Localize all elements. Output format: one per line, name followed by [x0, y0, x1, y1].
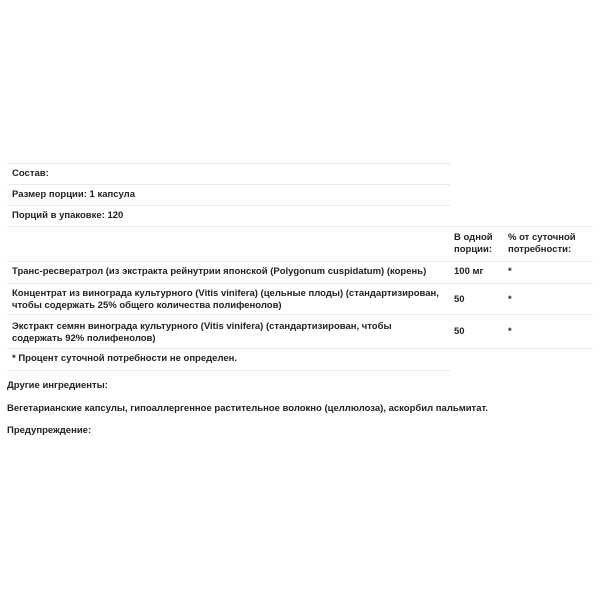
ingredient-amount: 50 — [454, 294, 465, 305]
divider — [7, 370, 450, 371]
divider — [7, 163, 450, 164]
divider — [7, 314, 593, 315]
ingredient-amount: 50 — [454, 326, 465, 337]
divider — [7, 348, 593, 349]
ingredient-name: Концентрат из винограда культурного (Vitis vinifera) (цельные плоды) (стандартизирован, чтобы содержать 25% общего количества полифенолов) — [12, 288, 439, 311]
serving-size: Размер порции: 1 капсула — [12, 189, 135, 200]
header-amount: В одной порции: — [454, 232, 493, 255]
divider — [7, 283, 593, 284]
servings-per-container: Порций в упаковке: 120 — [12, 210, 124, 221]
divider — [7, 184, 450, 185]
warning-heading: Предупреждение: — [7, 425, 92, 436]
divider — [7, 226, 593, 227]
ingredient-name: Экстракт семян винограда культурного (Vitis vinifera) (стандартизирован, чтобы содержать 92% полифенолов) — [12, 321, 392, 344]
other-ingredients-text: Вегетарианские капсулы, гипоаллергенное растительное волокно (целлюлоза), аскорбил пальмитат. — [7, 403, 488, 414]
table-footnote: * Процент суточной потребности не определен. — [12, 353, 238, 364]
other-ingredients-heading: Другие ингредиенты: — [7, 380, 108, 391]
ingredient-amount: 100 мг — [454, 266, 484, 277]
ingredient-daily-value: * — [508, 266, 512, 277]
ingredient-daily-value: * — [508, 326, 512, 337]
ingredient-name: Транс-ресвератрол (из экстракта рейнутрии японской (Polygonum cuspidatum) (корень) — [12, 266, 427, 277]
divider — [7, 261, 593, 262]
composition-title: Состав: — [12, 168, 49, 179]
divider — [7, 205, 450, 206]
ingredient-daily-value: * — [508, 294, 512, 305]
header-daily-value: % от суточной потребности: — [508, 232, 576, 255]
